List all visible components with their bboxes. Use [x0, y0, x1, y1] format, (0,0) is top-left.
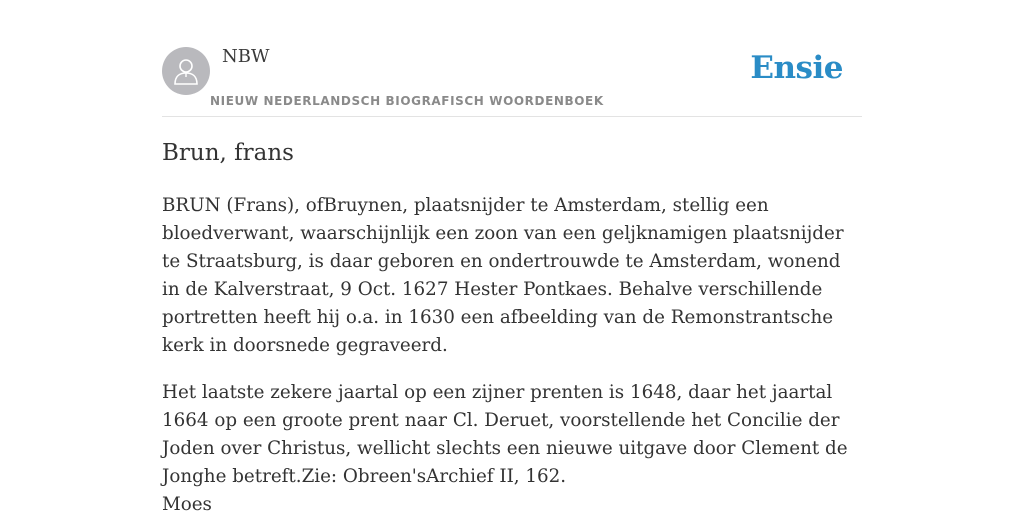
source-subtitle: NIEUW NEDERLANDSCH BIOGRAFISCH WOORDENBOEK [210, 94, 604, 108]
source-name[interactable]: NBW [222, 46, 270, 67]
article-paragraph: BRUN (Frans), ofBruynen, plaatsnijder te Amsterdam, stellig een bloedverwant, waarschijnlijk een zoon van een geljknamigen plaatsnijder te Straatsburg, is daar geboren en ondertrouwde te Amsterdam, wonend in de Kalverstraat, 9 Oct. 1627 Hester Pontkaes. Behalve verschillende portretten heeft hij o.a. in 1630 een afbeelding van de Remonstrantsche kerk in doorsnede gegraveerd. [162, 195, 844, 356]
brand-logo[interactable]: Ensie [750, 50, 843, 86]
article-author: Moes [162, 494, 212, 512]
source-header [162, 0, 862, 117]
article-paragraph: Het laatste zekere jaartal op een zijner prenten is 1648, daar het jaartal 1664 op een groote prent naar Cl. Deruet, voorstellende het Concilie der Joden over Christus, wellicht slechts een nieuwe uitgave door Clement de Jonghe betreft.Zie: Obreen'sArchief II, 162. [162, 382, 848, 487]
avatar[interactable] [162, 47, 210, 95]
user-icon [173, 57, 199, 85]
article-title: Brun, frans [162, 140, 294, 166]
article-body [162, 192, 862, 510]
